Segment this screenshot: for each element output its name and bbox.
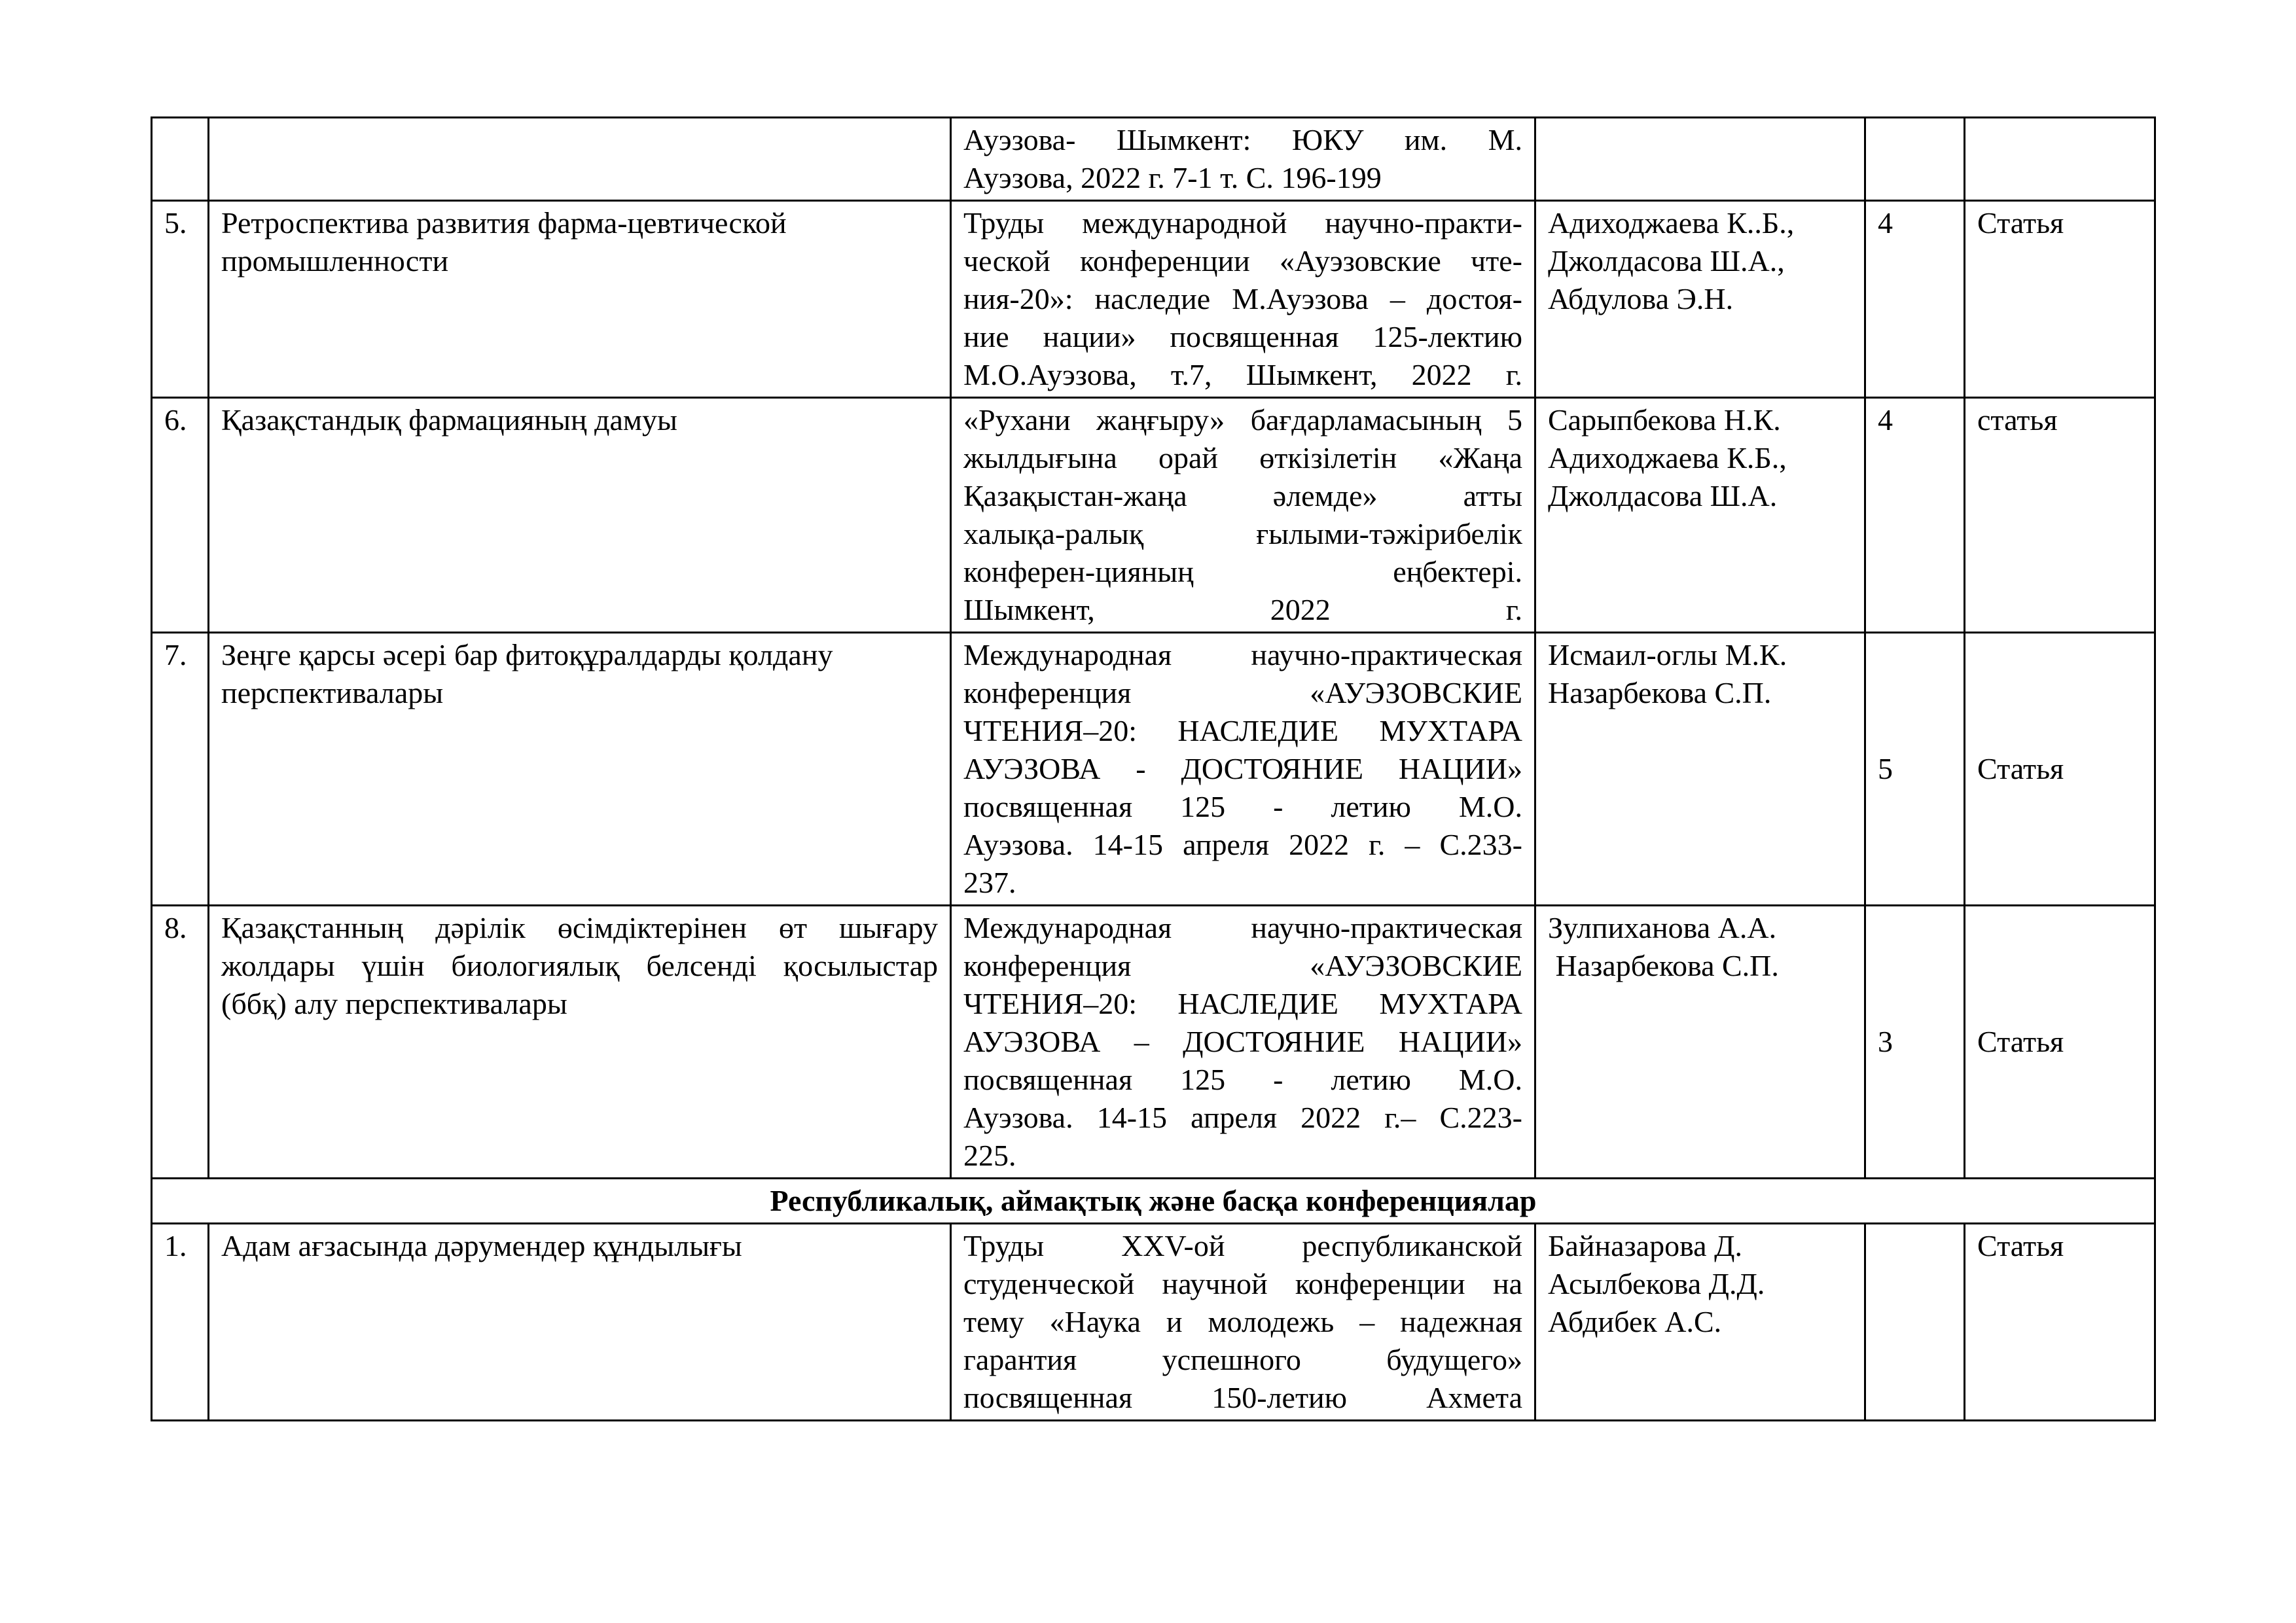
page-count: 4 <box>1865 201 1965 398</box>
row-number: 6. <box>152 398 209 633</box>
publication-title <box>209 906 951 1179</box>
publication-source <box>951 398 1535 633</box>
table-row <box>152 398 2155 633</box>
publication-title <box>209 633 951 906</box>
source-line: ЧТЕНИЯ–20: НАСЛЕДИЕ МУХТАРА <box>963 987 1522 1020</box>
source-line: конферен-цияның еңбектері. <box>963 555 1522 588</box>
publication-authors <box>1535 118 1865 201</box>
row-number: 8. <box>152 906 209 1179</box>
source-line: Қазақыстан-жаңа әлемде» атты <box>963 479 1522 512</box>
row-number: 1. <box>152 1224 209 1421</box>
author-name: Исмаил-оглы М.К. <box>1548 638 1787 671</box>
source-line: АУЭЗОВА - ДОСТОЯНИЕ НАЦИИ» <box>963 752 1522 785</box>
author-name: Байназарова Д. <box>1548 1229 1742 1262</box>
publication-authors <box>1535 633 1865 906</box>
row-number <box>152 118 209 201</box>
row-number: 5. <box>152 201 209 398</box>
source-line: Международная научно-практическая <box>963 638 1522 671</box>
row-number: 7. <box>152 633 209 906</box>
section-heading-body <box>152 1179 2155 1224</box>
publication-type: Статья <box>1965 633 2155 906</box>
source-line: конференция «АУЭЗОВСКИЕ <box>963 949 1522 982</box>
source-line: ние нации» посвященная 125-лектию <box>963 320 1522 353</box>
publication-type: Статья <box>1965 1224 2155 1421</box>
source-line: 225. <box>963 1139 1016 1172</box>
source-line: Труды международной научно-практи- <box>963 206 1522 240</box>
publication-type: Статья <box>1965 201 2155 398</box>
author-name: Сарыпбекова Н.К. <box>1548 403 1781 437</box>
source-line: тему «Наука и молодежь – надежная <box>963 1305 1522 1338</box>
publication-authors <box>1535 398 1865 633</box>
author-name: Зулпиханова А.А. <box>1548 911 1777 944</box>
title-line: Ретроспектива развития фарма-цевтической <box>221 206 787 240</box>
author-name: Назарбекова С.П. <box>1548 949 1779 982</box>
title-line: Адам ағзасында дәрумендер құндылығы <box>221 1229 742 1262</box>
publication-title <box>209 398 951 633</box>
source-line: Ауэзова. 14-15 апреля 2022 г.– С.223- <box>963 1101 1522 1134</box>
page-count: 3 <box>1865 906 1965 1179</box>
source-line: М.О.Ауэзова, т.7, Шымкент, 2022 г. <box>963 358 1522 391</box>
section-heading-row <box>152 1179 2155 1224</box>
section-table-body <box>152 1224 2155 1421</box>
author-name: Адиходжаева К.Б., <box>1548 441 1787 474</box>
source-line: посвященная 125 - летию М.О. <box>963 790 1522 823</box>
table-row <box>152 201 2155 398</box>
title-line: промышленности <box>221 244 449 277</box>
source-line: «Рухани жаңғыру» бағдарламасының 5 <box>963 403 1522 437</box>
page-count <box>1865 118 1965 201</box>
author-name: Джолдасова Ш.А. <box>1548 479 1778 512</box>
publication-source <box>951 201 1535 398</box>
source-line: ческой конференции «Ауэзовские чте- <box>963 244 1522 277</box>
source-line: конференция «АУЭЗОВСКИЕ <box>963 676 1522 709</box>
author-name: Абдулова Э.Н. <box>1548 282 1734 315</box>
author-name: Абдибек А.С. <box>1548 1305 1722 1338</box>
publication-title <box>209 1224 951 1421</box>
source-line: гарантия успешного будущего» <box>963 1343 1522 1376</box>
source-line: АУЭЗОВА – ДОСТОЯНИЕ НАЦИИ» <box>963 1025 1522 1058</box>
title-line: Зеңге қарсы әсері бар фитоқұралдарды қолдану <box>221 638 833 671</box>
publications-table <box>151 116 2156 1421</box>
publication-source <box>951 633 1535 906</box>
source-line: Международная научно-практическая <box>963 911 1522 944</box>
title-line: жолдары үшін биологиялық белсенді қосылыстар <box>221 949 938 982</box>
source-line: Ауэзова- Шымкент: ЮКУ им. М. <box>963 123 1522 156</box>
publications-table-body <box>152 118 2155 1179</box>
publication-type: статья <box>1965 398 2155 633</box>
source-line: Шымкент, 2022 г. <box>963 593 1522 626</box>
page-count: 4 <box>1865 398 1965 633</box>
publication-source <box>951 1224 1535 1421</box>
publication-title <box>209 118 951 201</box>
table-row <box>152 906 2155 1179</box>
source-line: посвященная 150-летию Ахмета <box>963 1381 1522 1414</box>
page-count: 5 <box>1865 633 1965 906</box>
source-line: жылдығына орай өткізілетін «Жаңа <box>963 441 1522 474</box>
publication-authors <box>1535 201 1865 398</box>
source-line: Труды XXV-ой республиканской <box>963 1229 1522 1262</box>
publication-title <box>209 201 951 398</box>
author-name: Назарбекова С.П. <box>1548 676 1772 709</box>
publication-type <box>1965 118 2155 201</box>
publication-authors <box>1535 906 1865 1179</box>
source-line: ния-20»: наследие М.Ауэзова – достоя- <box>963 282 1522 315</box>
source-line: халықа-ралық ғылыми-тәжірибелік <box>963 517 1522 550</box>
publication-type: Статья <box>1965 906 2155 1179</box>
page-count <box>1865 1224 1965 1421</box>
source-line: 237. <box>963 866 1016 899</box>
title-line: Қазақстанның дәрілік өсімдіктерінен өт шығару <box>221 911 938 944</box>
author-name: Джолдасова Ш.А., <box>1548 244 1785 277</box>
table-row <box>152 118 2155 201</box>
source-line: посвященная 125 - летию М.О. <box>963 1063 1522 1096</box>
table-row <box>152 633 2155 906</box>
source-line: Ауэзова. 14-15 апреля 2022 г. – С.233- <box>963 828 1522 861</box>
author-name: Адиходжаева К..Б., <box>1548 206 1795 240</box>
section-heading: Республикалық, аймақтық және басқа конференциялар <box>152 1179 2155 1224</box>
source-line: ЧТЕНИЯ–20: НАСЛЕДИЕ МУХТАРА <box>963 714 1522 747</box>
source-line: студенческой научной конференции на <box>963 1267 1522 1300</box>
title-line: (ббқ) алу перспективалары <box>221 987 567 1020</box>
publication-source <box>951 906 1535 1179</box>
title-line: Қазақстандық фармацияның дамуы <box>221 403 677 437</box>
author-name: Асылбекова Д.Д. <box>1548 1267 1765 1300</box>
source-line: Ауэзова, 2022 г. 7-1 т. С. 196-199 <box>963 161 1382 194</box>
table-row <box>152 1224 2155 1421</box>
title-line: перспективалары <box>221 676 444 709</box>
publication-authors <box>1535 1224 1865 1421</box>
publication-source <box>951 118 1535 201</box>
